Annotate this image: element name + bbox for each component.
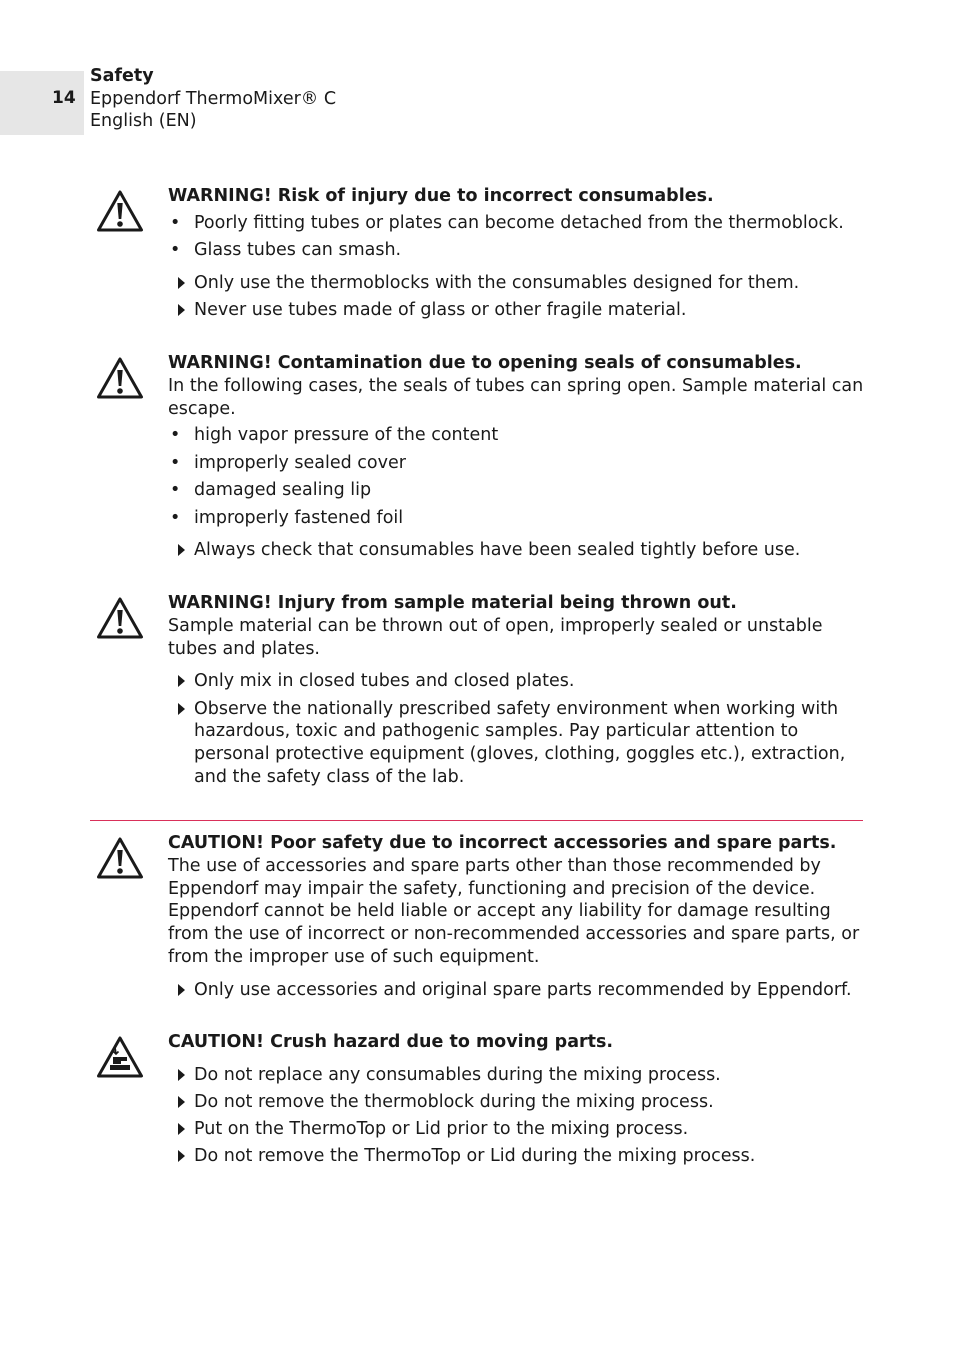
instruction-item: Put on the ThermoTop or Lid prior to the mixing process. (168, 1118, 868, 1141)
notice-title: WARNING! Risk of injury due to incorrect consumables. (168, 186, 714, 206)
list-item: • damaged sealing lip (168, 479, 868, 502)
arrow-right-icon (178, 1123, 185, 1135)
instruction-item: Never use tubes made of glass or other fragile material. (168, 299, 868, 322)
list-item: • Poorly fitting tubes or plates can become detached from the thermoblock. (168, 212, 868, 235)
warning-triangle-icon (96, 836, 144, 880)
warning-triangle-icon (96, 356, 144, 400)
crush-hazard-icon (96, 1035, 144, 1079)
notice-body: In the following cases, the seals of tubes can spring open. Sample material can escape. (168, 375, 864, 419)
instruction-item: Do not replace any consumables during the mixing process. (168, 1064, 868, 1087)
arrow-right-icon (178, 1096, 185, 1108)
notice-body: Sample material can be thrown out of open, improperly sealed or unstable tubes and plates. (168, 615, 823, 659)
page-number: 14 (52, 88, 76, 108)
bullet-list (168, 212, 868, 262)
instruction-item: Always check that consumables have been sealed tightly before use. (168, 539, 868, 562)
arrow-right-icon (178, 544, 185, 556)
instruction-item: Only mix in closed tubes and closed plates. (168, 670, 868, 693)
instruction-item: Observe the nationally prescribed safety environment when working with hazardous, toxic and pathogenic samples. Pay particular attention to personal protective equipment (gloves, clothing, goggles etc.), extraction, and the safety class of the lab. (168, 698, 868, 789)
notice-content (168, 832, 868, 1006)
instruction-item: Do not remove the thermoblock during the mixing process. (168, 1091, 868, 1114)
list-item: • improperly sealed cover (168, 452, 868, 475)
instruction-list (168, 1064, 868, 1168)
section-divider (90, 820, 863, 821)
instruction-list (168, 272, 868, 322)
arrow-right-icon (178, 703, 185, 715)
section-title: Safety (90, 66, 154, 86)
notice-title: WARNING! Injury from sample material being thrown out. (168, 593, 737, 613)
instruction-item: Only use accessories and original spare parts recommended by Eppendorf. (168, 979, 868, 1002)
running-header (90, 65, 336, 133)
arrow-right-icon (178, 1069, 185, 1081)
bullet-list (168, 424, 868, 529)
list-item: • high vapor pressure of the content (168, 424, 868, 447)
notice-title: CAUTION! Crush hazard due to moving parts. (168, 1032, 614, 1052)
notice-title: CAUTION! Poor safety due to incorrect accessories and spare parts. (168, 833, 837, 853)
notice-content (168, 352, 868, 567)
arrow-right-icon (178, 984, 185, 996)
instruction-list (168, 670, 868, 788)
arrow-right-icon (178, 277, 185, 289)
warning-triangle-icon (96, 596, 144, 640)
notice-content (168, 1031, 868, 1173)
list-item: • Glass tubes can smash. (168, 239, 868, 262)
notice-title: WARNING! Contamination due to opening seals of consumables. (168, 353, 802, 373)
notice-content (168, 592, 868, 793)
arrow-right-icon (178, 1150, 185, 1162)
instruction-item: Do not remove the ThermoTop or Lid during the mixing process. (168, 1145, 868, 1168)
list-item: • improperly fastened foil (168, 507, 868, 530)
arrow-right-icon (178, 304, 185, 316)
product-name: Eppendorf ThermoMixer® C (90, 88, 337, 109)
instruction-list (168, 979, 868, 1002)
notice-content (168, 185, 868, 326)
arrow-right-icon (178, 675, 185, 687)
language-label: English (EN) (90, 111, 197, 131)
instruction-list (168, 539, 868, 562)
notice-body: The use of accessories and spare parts other than those recommended by Eppendorf may impair the safety, functioning and precision of the device. Eppendorf cannot be held liable or accept any liability for damage resulting from the use of incorrect or non-recommended accessories and spare parts, or from the improper use of such equipment. (168, 855, 860, 967)
instruction-item: Only use the thermoblocks with the consumables designed for them. (168, 272, 868, 295)
warning-triangle-icon (96, 189, 144, 233)
